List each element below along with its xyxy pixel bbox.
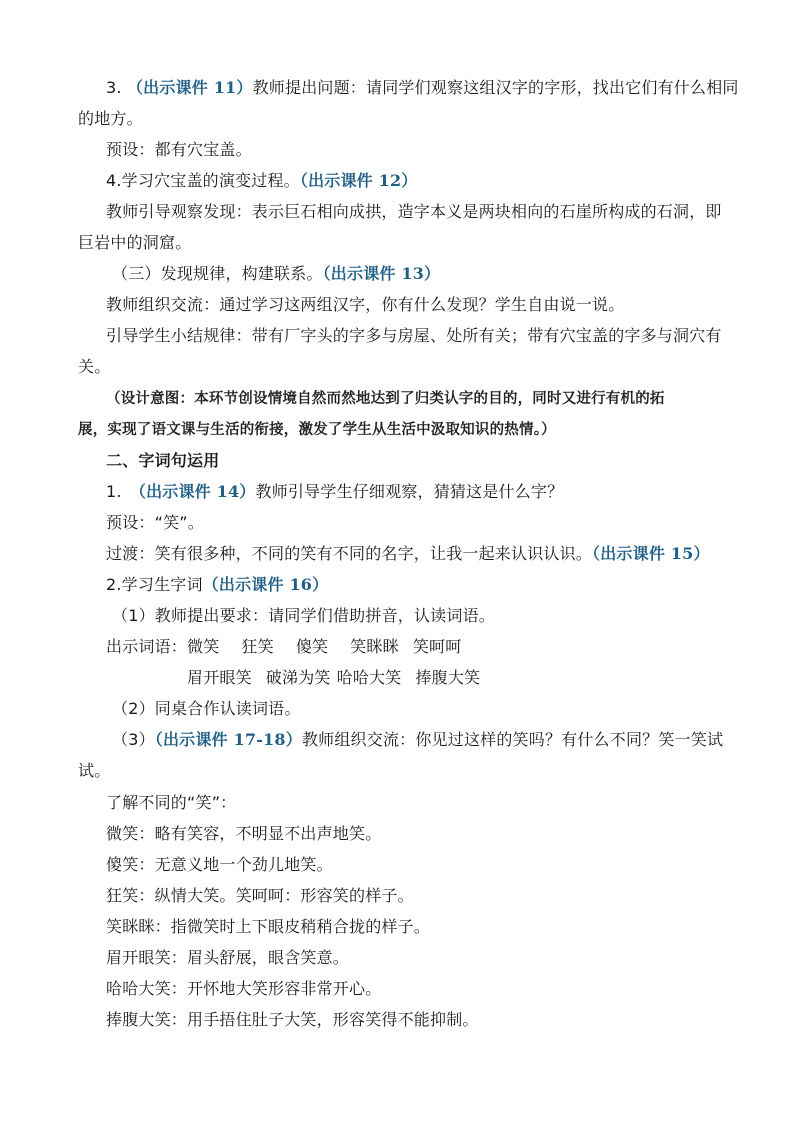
paragraph-line: 关。 bbox=[78, 357, 111, 376]
section-heading-3 bbox=[112, 263, 440, 285]
courseware-tag: （出示课件 11） bbox=[126, 78, 253, 97]
paragraph-intro: 了解不同的“笑”： bbox=[106, 793, 237, 812]
step-text: 教师提出问题：请同学们观察这组汉字的字形，找出它们有什么相同 bbox=[252, 78, 739, 97]
paragraph-exchange: 教师组织交流：通过学习这两组汉字，你有什么发现？学生自由说一说。 bbox=[106, 295, 625, 314]
paragraph-requirement: （1）教师提出要求：请同学们借助拼音，认读词语。 bbox=[112, 606, 495, 625]
word: 破涕为笑 bbox=[265, 668, 331, 687]
paragraph-step-3 bbox=[106, 77, 739, 99]
definition-weixiao: 微笑：略有笑容，不明显不出声地笑。 bbox=[106, 824, 382, 843]
word: 笑呵呵 bbox=[412, 637, 462, 656]
paragraph-preset: 预设：“笑”。 bbox=[106, 513, 204, 532]
definition-hahadaxiao: 哈哈大笑：开怀地大笑形容非常开心。 bbox=[106, 979, 382, 998]
step-number: 3. bbox=[106, 78, 127, 97]
paragraph-item-1 bbox=[106, 481, 563, 503]
courseware-tag: （出示课件 15） bbox=[592, 544, 710, 563]
definition-pengfudaxiao: 捧腹大笑：用手捂住肚子大笑，形容笑得不能抑制。 bbox=[106, 1010, 479, 1029]
word: 傻笑 bbox=[295, 637, 329, 656]
step-text: 教师组织交流：你见过这样的笑吗？有什么不同？笑一笑试 bbox=[301, 730, 724, 749]
paragraph-step-4 bbox=[106, 170, 418, 192]
paragraph-observation: 教师引导观察发现：表示巨石相向成拱，造字本义是两块相向的石崖所构成的石洞，即 bbox=[106, 202, 722, 221]
word: 狂笑 bbox=[241, 637, 274, 656]
courseware-tag: （出示课件 14） bbox=[137, 482, 256, 501]
word: 微笑 bbox=[187, 637, 220, 656]
paragraph-preset: 预设：都有穴宝盖。 bbox=[106, 140, 252, 159]
step-text: 过渡：笑有很多种，不同的笑有不同的名字，让我一起来认识认识。 bbox=[106, 544, 593, 563]
courseware-tag: （出示课件 16） bbox=[202, 575, 329, 594]
courseware-tag: （出示课件 17-18） bbox=[154, 730, 302, 749]
definition-xiaomimi: 笑眯眯：指微笑时上下眼皮稍稍合拢的样子。 bbox=[106, 917, 431, 936]
step-text: 教师引导学生仔细观察，猜猜这是什么字？ bbox=[255, 482, 564, 501]
word: 哈哈大笑 bbox=[336, 668, 402, 687]
design-intent-line: 展，实现了语文课与生活的衔接，激发了学生从生活中汲取知识的热情。） bbox=[78, 421, 556, 438]
courseware-tag: （出示课件 13） bbox=[322, 264, 441, 283]
section-text: （三）发现规律，构建联系。 bbox=[112, 264, 323, 283]
definition-kuangxiao: 狂笑：纵情大笑。笑呵呵：形容笑的样子。 bbox=[106, 886, 414, 905]
courseware-tag: （出示课件 12） bbox=[299, 171, 418, 190]
paragraph-summary: 引导学生小结规律：带有厂字头的字多与房屋、处所有关；带有穴宝盖的字多与洞穴有 bbox=[106, 326, 722, 345]
paragraph-item-2 bbox=[106, 574, 328, 596]
definition-shaxiao: 傻笑：无意义地一个劲儿地笑。 bbox=[106, 855, 333, 874]
word-list-row-2 bbox=[187, 667, 480, 689]
word-list-label: 出示词语： bbox=[106, 637, 188, 656]
step-number: （3） bbox=[112, 730, 155, 749]
definition-meikaiyanxiao: 眉开眼笑：眉头舒展，眼含笑意。 bbox=[106, 948, 350, 967]
section-heading-2: 二、字词句运用 bbox=[106, 451, 220, 470]
paragraph-line: 巨岩中的洞窟。 bbox=[78, 233, 192, 252]
paragraph-line: 的地方。 bbox=[78, 109, 143, 128]
paragraph-transition bbox=[106, 543, 710, 565]
design-intent: （设计意图：本环节创设情境自然而然地达到了归类认字的目的，同时又进行有机的拓 bbox=[106, 390, 665, 407]
word: 笑眯眯 bbox=[350, 637, 399, 656]
step-text: 2.学习生字词 bbox=[106, 575, 203, 594]
word: 捧腹大笑 bbox=[415, 668, 481, 687]
step-text: 4.学习穴宝盖的演变过程。 bbox=[106, 171, 300, 190]
word-list-row-1 bbox=[106, 636, 461, 658]
word: 眉开眼笑 bbox=[187, 668, 252, 687]
step-number: 1. bbox=[106, 482, 138, 501]
paragraph-item-3 bbox=[112, 729, 723, 751]
paragraph-pair-reading: （2）同桌合作认读词语。 bbox=[112, 699, 301, 718]
paragraph-line: 试。 bbox=[78, 761, 111, 780]
